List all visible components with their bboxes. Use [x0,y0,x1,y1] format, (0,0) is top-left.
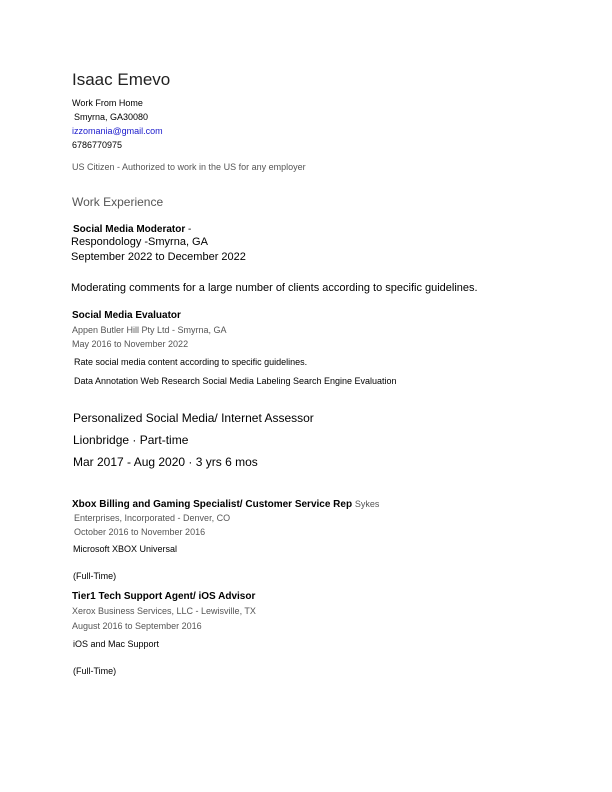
job-dates: May 2016 to November 2022 [72,339,189,349]
job-company: Xerox Business Services, LLC - Lewisville, TX [72,606,256,616]
job-description: Microsoft XBOX Universal [73,544,178,554]
candidate-name: Isaac Emevo [72,70,171,89]
job-title [72,499,379,510]
job-company: Enterprises, Incorporated - Denver, CO [74,513,231,523]
job-title: Personalized Social Media/ Internet Assessor [73,411,314,425]
work-authorization: US Citizen - Authorized to work in the US for any employer [72,162,306,172]
job-description: iOS and Mac Support [73,639,160,649]
email-link[interactable]: izzomania@gmail.com [72,126,163,136]
job-type: (Full-Time) [73,666,117,676]
job-title-suffix: - [185,224,192,235]
job-dates: September 2022 to December 2022 [71,251,246,263]
job-title [73,224,191,235]
phone: 6786770975 [72,140,123,150]
job-company: Respondology -Smyrna, GA [71,236,208,248]
job-title-text: Social Media Moderator [73,224,186,235]
location: Smyrna, GA30080 [74,112,149,122]
job-dates: Mar 2017 - Aug 2020 · 3 yrs 6 mos [73,455,258,469]
job-company-start: Sykes [354,499,380,509]
job-company: Lionbridge · Part-time [73,433,189,447]
job-title: Social Media Evaluator [72,310,181,321]
job-dates: October 2016 to November 2016 [74,527,206,537]
job-dates: August 2016 to September 2016 [72,621,202,631]
job-description: Moderating comments for a large number of clients according to specific guidelines. [71,282,478,294]
job-type: (Full-Time) [73,571,117,581]
job-title: Tier1 Tech Support Agent/ iOS Advisor [72,591,256,602]
headline: Work From Home [72,98,143,108]
job-description: Rate social media content according to specific guidelines. [74,357,308,367]
section-title-work-experience: Work Experience [72,195,164,209]
job-skills: Data Annotation Web Research Social Media Labeling Search Engine Evaluation [74,376,397,386]
job-company: Appen Butler Hill Pty Ltd - Smyrna, GA [72,325,227,335]
job-title-text: Xbox Billing and Gaming Specialist/ Customer Service Rep [72,499,353,510]
